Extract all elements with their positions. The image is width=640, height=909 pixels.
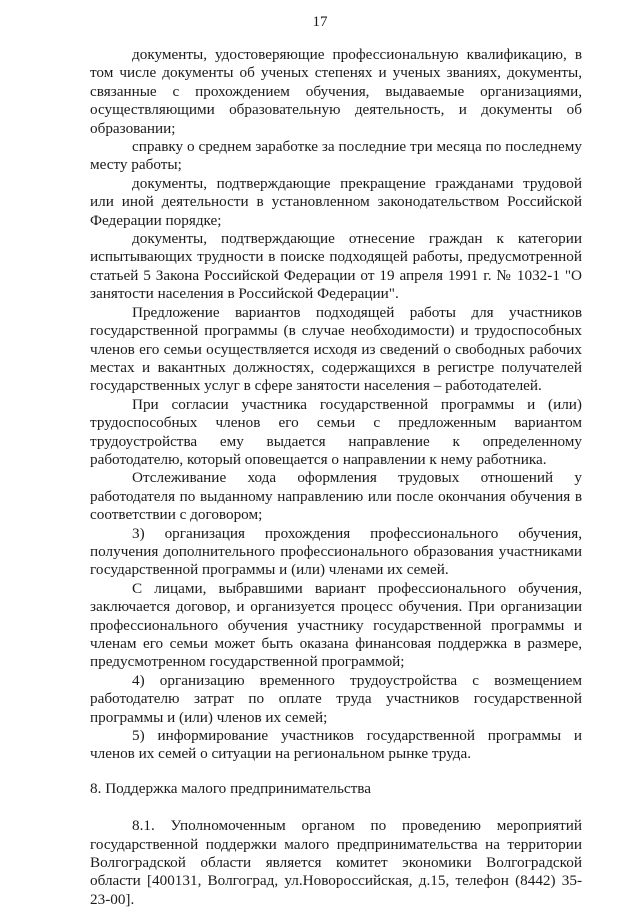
paragraph: 5) информирование участников государственной программы и членов их семей о ситуации на региональном рынке труда. bbox=[90, 727, 582, 763]
document-body bbox=[90, 46, 582, 909]
paragraph: При согласии участника государственной программы и (или) трудоспособных членов его семьи с предложенным вариантом трудоустройства ему выдается направление к определенному работодателю, который оповещается о направлении к нему работника. bbox=[90, 395, 582, 468]
paragraph: документы, подтверждающие отнесение граждан к категории испытывающих трудности в поиске подходящей работы, предусмотренной статьей 5 Закона Российской Федерации от 19 апреля 1991 г. № 1032-1 "О занятости населения в Российской Федерации". bbox=[90, 230, 582, 303]
paragraph: документы, подтверждающие прекращение гражданами трудовой или иной деятельности в установленном законодательством Российской Федерации порядке; bbox=[90, 174, 582, 229]
paragraph: С лицами, выбравшими вариант профессионального обучения, заключается договор, и организуется процесс обучения. При организации профессионального обучения участнику государственной программы и членам его семьи может быть оказана финансовая поддержка в размере, предусмотренном государственной программой; bbox=[90, 579, 582, 671]
section-heading: 8. Поддержка малого предпринимательства bbox=[90, 779, 371, 797]
paragraph: Отслеживание хода оформления трудовых отношений у работодателя по выданному направлению или после окончания обучения в соответствии с договором; bbox=[90, 469, 582, 524]
paragraph: справку о среднем заработке за последние три месяца по последнему месту работы; bbox=[90, 138, 582, 174]
page-number: 17 bbox=[312, 14, 328, 30]
paragraph: 4) организацию временного трудоустройства с возмещением работодателю затрат по оплате труда участников государственной программы и (или) членов их семей; bbox=[90, 671, 582, 726]
paragraph: 3) организация прохождения профессионального обучения, получения дополнительного профессионального образования участниками государственной программы и (или) членами их семей. bbox=[90, 524, 582, 579]
paragraph: Предложение вариантов подходящей работы для участников государственной программы (в случае необходимости) и трудоспособных членов его семьи осуществляется исходя из сведений о свободных рабочих местах и вакантных должностях, содержащихся в регистре получателей государственных услуг в сфере занятости населения – работодателей. bbox=[90, 303, 582, 395]
paragraph: документы, удостоверяющие профессиональную квалификацию, в том числе документы об ученых степенях и ученых званиях, документы, связанные с прохождением обучения, выдаваемые организациями, осуществляющими образовательную деятельность, и документы об образовании; bbox=[90, 46, 582, 137]
section-paragraph: 8.1. Уполномоченным органом по проведению мероприятий государственной поддержки малого предпринимательства на территории Волгоградской области является комитет экономики Волгоградской области [400131, Волгоград, ул.Новороссийская, д.15, телефон (8442) 35-23-00]. bbox=[90, 817, 582, 908]
